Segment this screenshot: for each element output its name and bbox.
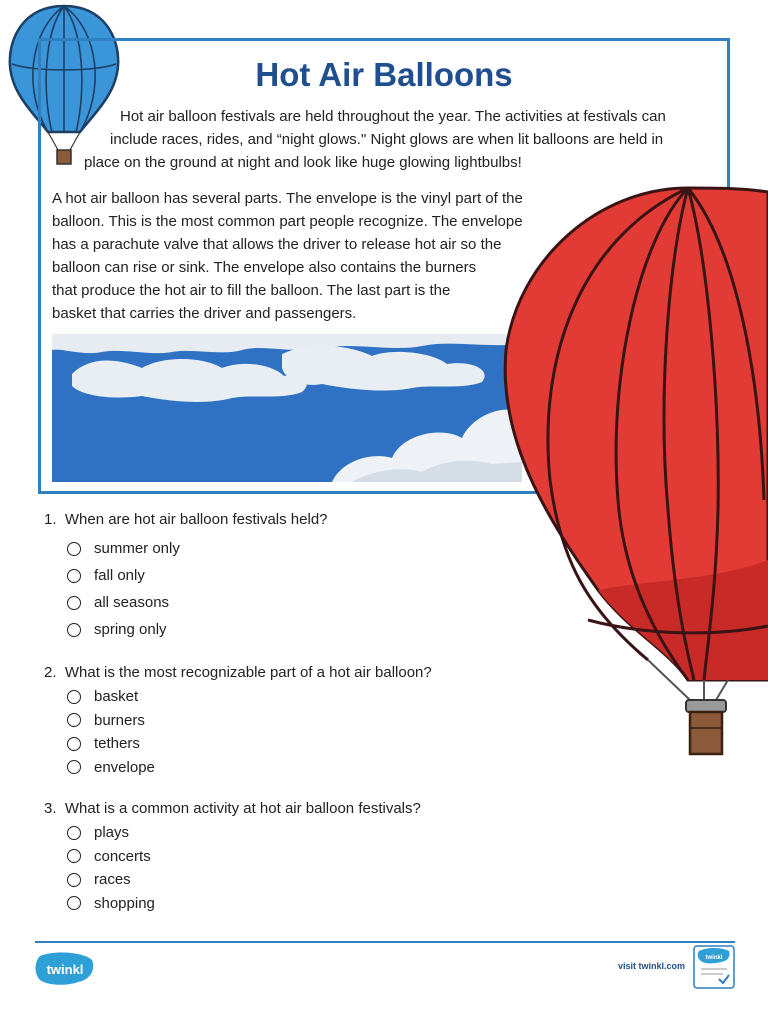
radio-button[interactable]: [67, 849, 81, 863]
option-label: burners: [94, 711, 145, 729]
answer-option[interactable]: [44, 589, 514, 616]
logo-text: twinkl: [46, 962, 84, 977]
parts-line: balloon can rise or sink. The envelope also contains the burners: [52, 259, 477, 276]
answer-option[interactable]: [44, 709, 514, 733]
intro-line: place on the ground at night and look like huge glowing lightbulbs!: [84, 154, 522, 171]
questions-section: [44, 508, 514, 915]
question-number: 3.: [44, 800, 57, 817]
radio-button[interactable]: [67, 690, 81, 704]
option-label: tethers: [94, 735, 140, 753]
footer-divider: [35, 941, 735, 943]
intro-line: include races, rides, and “night glows." Night glows are when lit balloons are held in: [110, 131, 664, 148]
answer-option[interactable]: [44, 732, 514, 756]
question-text: [44, 797, 514, 821]
radio-button[interactable]: [67, 713, 81, 727]
option-label: fall only: [94, 567, 145, 584]
page-title: Hot Air Balloons: [255, 56, 513, 93]
answer-option[interactable]: [44, 562, 514, 589]
parts-line: that produce the hot air to fill the balloon. The last part is the: [52, 282, 451, 299]
question-prompt: When are hot air balloon festivals held?: [64, 511, 328, 528]
sky-clouds-illustration: [52, 334, 522, 482]
badge-text: twinkl: [705, 955, 723, 961]
question-text: [44, 508, 514, 532]
option-label: races: [94, 871, 131, 889]
option-label: all seasons: [94, 594, 170, 611]
radio-button[interactable]: [67, 542, 81, 556]
question-text: [44, 661, 514, 685]
parts-line: has a parachute valve that allows the driver to release hot air so the: [52, 236, 502, 253]
question-number: 1.: [44, 511, 57, 528]
radio-button[interactable]: [67, 596, 81, 610]
answer-option[interactable]: [44, 535, 514, 562]
option-label: envelope: [94, 758, 155, 776]
answer-option[interactable]: [44, 756, 514, 780]
answer-option[interactable]: [44, 845, 514, 869]
twinkl-logo[interactable]: [34, 950, 96, 988]
answer-option[interactable]: [44, 821, 514, 845]
radio-button[interactable]: [67, 569, 81, 583]
option-label: basket: [94, 688, 139, 706]
parts-line: A hot air balloon has several parts. The envelope is the vinyl part of the: [52, 190, 523, 207]
answer-option[interactable]: [44, 616, 514, 643]
parts-line: balloon. This is the most common part people recognize. The envelope: [52, 213, 523, 230]
answer-option[interactable]: [44, 685, 514, 709]
hot-air-balloon-red-icon: [498, 180, 768, 800]
option-label: shopping: [94, 894, 155, 912]
question-1: [44, 508, 514, 643]
radio-button[interactable]: [67, 826, 81, 840]
radio-button[interactable]: [67, 873, 81, 887]
option-label: spring only: [94, 621, 167, 638]
option-label: concerts: [94, 847, 151, 865]
answer-option[interactable]: [44, 892, 514, 916]
radio-button[interactable]: [67, 623, 81, 637]
radio-button[interactable]: [67, 737, 81, 751]
radio-button[interactable]: [67, 896, 81, 910]
intro-line: Hot air balloon festivals are held throughout the year. The activities at festivals can: [120, 108, 666, 125]
answer-option[interactable]: [44, 868, 514, 892]
visit-link[interactable]: visit twinkl.com: [618, 961, 686, 971]
question-2: [44, 661, 514, 779]
question-prompt: What is a common activity at hot air balloon festivals?: [64, 800, 421, 817]
question-prompt: What is the most recognizable part of a hot air balloon?: [64, 664, 432, 681]
intro-paragraph: [84, 105, 720, 174]
question-number: 2.: [44, 664, 57, 681]
quality-badge-icon: [693, 945, 735, 989]
question-3: [44, 797, 514, 915]
option-label: summer only: [94, 540, 180, 557]
parts-line: basket that carries the driver and passengers.: [52, 305, 357, 322]
option-label: plays: [94, 824, 130, 842]
radio-button[interactable]: [67, 760, 81, 774]
